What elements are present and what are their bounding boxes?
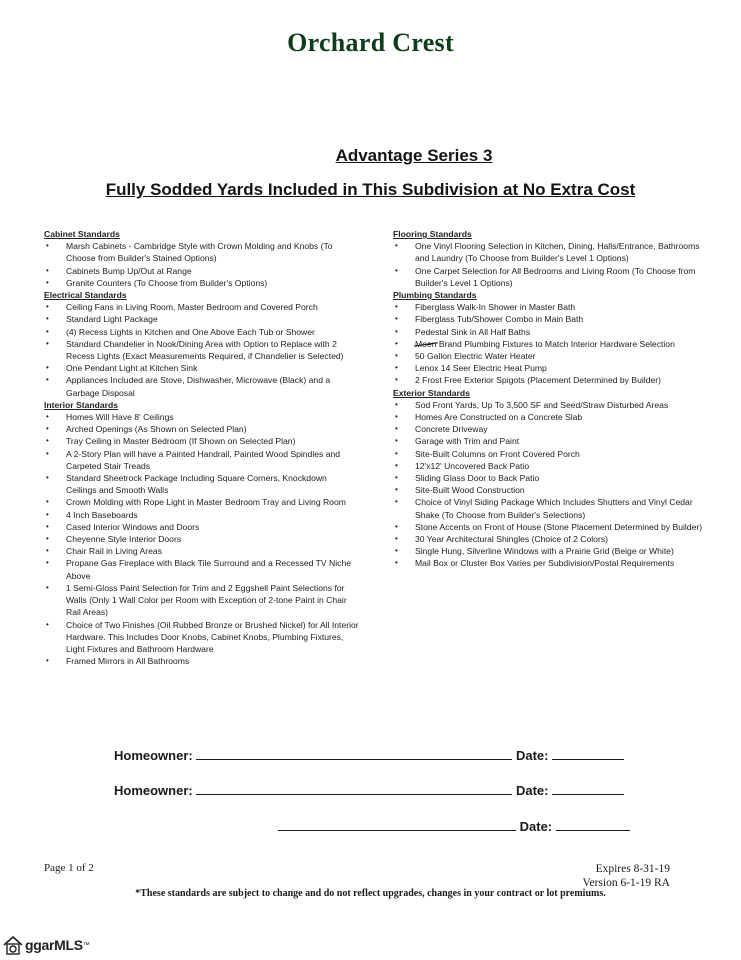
list-item: [393, 338, 711, 350]
list-item: • Standard Chandelier in Nook/Dining Area with Option to Replace with 2 Recess Lights (Exact Measurements Required, if Chandelier is Selected): [44, 338, 359, 362]
list-item: • 30 Year Architectural Shingles (Choice of 2 Colors): [393, 533, 711, 545]
date-line[interactable]: [552, 782, 624, 795]
list-item: • Ceiling Fans in Living Room, Master Bedroom and Covered Porch: [44, 301, 359, 313]
homeowner-signature-row-1: [114, 747, 624, 763]
list-item: • One Vinyl Flooring Selection in Kitchen, Dining, Halls/Entrance, Bathrooms and Laundry (To Choose from Builder's Level 1 Options): [393, 240, 711, 264]
signature-line[interactable]: [278, 818, 516, 831]
flooring-standards-list: [393, 240, 711, 289]
list-item: • Pedestal Sink in All Half Baths: [393, 326, 711, 338]
struck-brand-word: Moen: [415, 338, 437, 349]
list-item: • Standard Light Package: [44, 313, 359, 325]
list-item: • Cabinets Bump Up/Out at Range: [44, 265, 359, 277]
list-item: • Single Hung, Silverline Windows with a Prairie Grid (Beige or White): [393, 545, 711, 557]
list-item: • 2 Frost Free Exterior Spigots (Placement Determined by Builder): [393, 374, 711, 386]
list-item: • Propane Gas Fireplace with Black Tile Surround and a Recessed TV Niche Above: [44, 557, 359, 581]
list-item: • A 2-Story Plan will have a Painted Handrail, Painted Wood Spindles and Carpeted Stair Treads: [44, 448, 359, 472]
right-column: [393, 228, 711, 570]
homeowner-signature-row-2: [114, 782, 624, 798]
list-item: • Chair Rail in Living Areas: [44, 545, 359, 557]
list-item: • Site-Built Columns on Front Covered Porch: [393, 448, 711, 460]
expires-text: Expires 8-31-19: [595, 863, 670, 875]
list-item: • Choice of Two Finishes (Oil Rubbed Bronze or Brushed Nickel) for All Interior Hardware. This Includes Door Knobs, Cabinet Knobs, Plumbing Fixtures, Light Fixtures and Bathroom Hardware: [44, 619, 359, 656]
list-item: • One Pendant Light at Kitchen Sink: [44, 362, 359, 374]
trademark-mark: ™: [82, 941, 90, 949]
list-item: • Choice of Vinyl Siding Package Which Includes Shutters and Vinyl Cedar Shake (To Choose from Builder's Selections): [393, 496, 711, 520]
electrical-standards-list: [44, 301, 359, 399]
expiry-version-block: [582, 862, 670, 890]
homeowner-label: Homeowner:: [114, 783, 193, 798]
house-icon: [2, 934, 24, 956]
list-item: • Crown Molding with Rope Light in Master Bedroom Tray and Living Room: [44, 496, 359, 508]
list-item: • Tray Ceiling in Master Bedroom (If Shown on Selected Plan): [44, 435, 359, 447]
disclaimer: *These standards are subject to change and do not reflect upgrades, changes in your contract or lot premiums.: [135, 888, 606, 899]
signature-row-3: [278, 818, 630, 834]
list-item: • Mail Box or Cluster Box Varies per Subdivision/Postal Requirements: [393, 557, 711, 569]
list-item: • Concrete Driveway: [393, 423, 711, 435]
page-number: Page 1 of 2: [44, 862, 94, 874]
list-item: • Homes Will Have 8' Ceilings: [44, 411, 359, 423]
list-item: • Sliding Glass Door to Back Patio: [393, 472, 711, 484]
brand-fixtures-text: Brand Plumbing Fixtures to Match Interior Hardware Selection: [436, 338, 675, 349]
date-line[interactable]: [552, 747, 624, 760]
list-item: • 50 Gallon Electric Water Heater: [393, 350, 711, 362]
list-item: • 12'x12' Uncovered Back Patio: [393, 460, 711, 472]
list-item: • Homes Are Constructed on a Concrete Slab: [393, 411, 711, 423]
sodded-yards-heading: Fully Sodded Yards Included in This Subdivision at No Extra Cost: [105, 180, 636, 199]
list-item: • Appliances Included are Stove, Dishwasher, Microwave (Black) and a Garbage Disposal: [44, 374, 359, 398]
interior-standards-heading: Interior Standards: [44, 399, 119, 410]
date-line[interactable]: [556, 818, 630, 831]
exterior-standards-heading: Exterior Standards: [393, 387, 470, 398]
list-item: • Garage with Trim and Paint: [393, 435, 711, 447]
cabinet-standards-list: [44, 240, 359, 289]
list-item: • Framed Mirrors in All Bathrooms: [44, 655, 359, 667]
homeowner-label: Homeowner:: [114, 748, 193, 763]
date-label: Date:: [515, 783, 549, 798]
interior-standards-list: [44, 411, 359, 667]
list-item: • Cased Interior Windows and Doors: [44, 521, 359, 533]
plumbing-standards-list: [393, 301, 711, 386]
homeowner-signature-line[interactable]: [196, 782, 512, 795]
list-item: • Site-Built Wood Construction: [393, 484, 711, 496]
list-item: • Granite Counters (To Choose from Builder's Options): [44, 277, 359, 289]
version-text: Version 6-1-19 RA: [582, 877, 670, 889]
list-item: • Standard Sheetrock Package Including Square Corners, Knockdown Ceilings and Smooth Walls: [44, 472, 359, 496]
list-item: • 1 Semi-Gloss Paint Selection for Trim and 2 Eggshell Paint Selections for Walls (Only 1 Wall Color per Room with Exception of 2-tone Paint in Chair Rail Areas): [44, 582, 359, 619]
page-title: Orchard Crest: [287, 28, 454, 57]
flooring-standards-heading: Flooring Standards: [393, 229, 472, 239]
series-heading: Advantage Series 3: [335, 146, 493, 165]
list-item: • (4) Recess Lights in Kitchen and One Above Each Tub or Shower: [44, 326, 359, 338]
homeowner-signature-line[interactable]: [196, 747, 512, 760]
left-column: [44, 228, 359, 667]
exterior-standards-list: [393, 399, 711, 570]
list-item: • Stone Accents on Front of House (Stone Placement Determined by Builder): [393, 521, 711, 533]
list-item: • Sod Front Yards, Up To 3,500 SF and Seed/Straw Disturbed Areas: [393, 399, 711, 411]
list-item: • One Carpet Selection for All Bedrooms and Living Room (To Choose from Builder's Level 1 Options): [393, 265, 711, 289]
mls-logo-text: ggarMLS: [25, 937, 83, 953]
list-item: • Arched Openings (As Shown on Selected Plan): [44, 423, 359, 435]
electrical-standards-heading: Electrical Standards: [44, 290, 127, 301]
list-item: • Fiberglass Tub/Shower Combo in Main Bath: [393, 313, 711, 325]
date-label: Date:: [519, 819, 553, 834]
date-label: Date:: [515, 748, 549, 763]
list-item: • 4 Inch Baseboards: [44, 509, 359, 521]
list-item: • Lenox 14 Seer Electric Heat Pump: [393, 362, 711, 374]
list-item: • Cheyenne Style Interior Doors: [44, 533, 359, 545]
mls-logo: [2, 933, 90, 957]
list-item: • Fiberglass Walk-In Shower in Master Bath: [393, 301, 711, 313]
plumbing-standards-heading: Plumbing Standards: [393, 290, 477, 301]
list-item: • Marsh Cabinets - Cambridge Style with Crown Molding and Knobs (To Choose from Builder's Stained Options): [44, 240, 359, 264]
cabinet-standards-heading: Cabinet Standards: [44, 229, 120, 239]
